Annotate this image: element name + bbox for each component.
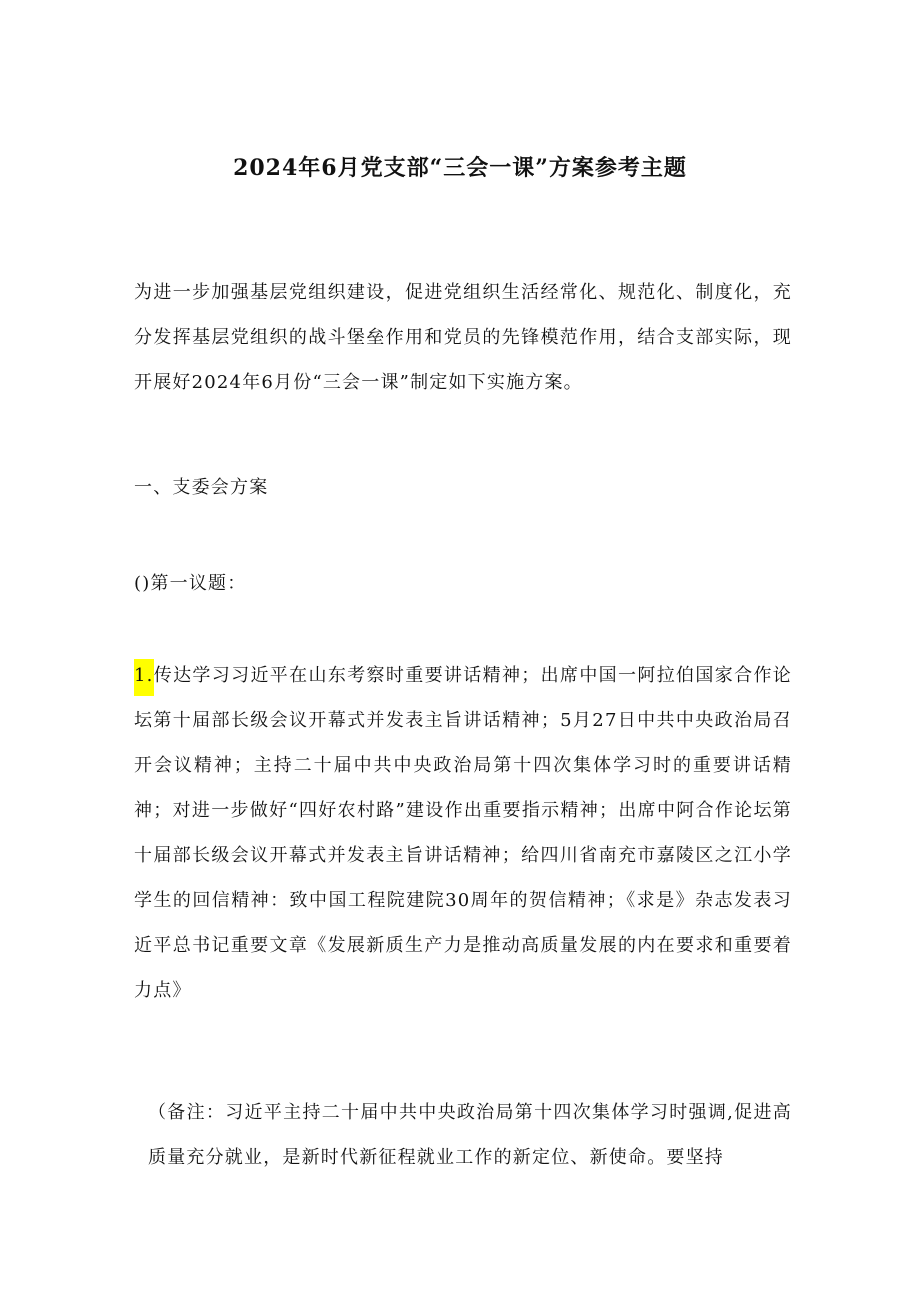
section-heading-branch-committee: 一、支委会方案 xyxy=(134,477,269,498)
subsection-heading-first-topic: ()第一议题： xyxy=(134,573,247,594)
list-item-1 xyxy=(134,653,792,1013)
note-text: （备注：习近平主持二十届中共中央政治局第十四次集体学习时强调,促进高质量充分就业，是新时代新征程就业工作的新定位、新使命。要坚持 xyxy=(148,1102,792,1168)
document-title: 2024年6月党支部“三会一课”方案参考主题 xyxy=(233,155,687,181)
item-1-text: 传达学习习近平在山东考察时重要讲话精神；出席中国一阿拉伯国家合作论坛第十届部长级会议开幕式并发表主旨讲话精神；5月27日中共中央政治局召开会议精神；主持二十届中共中央政治局第十四次集体学习时的重要讲话精神；对进一步做好“四好农村路”建设作出重要指示精神；出席中阿合作论坛第十届部长级会议开幕式并发表主旨讲话精神；给四川省南充市嘉陵区之江小学学生的回信精神：致中国工程院建院30周年的贺信精神；《求是》杂志发表习近平总书记重要文章《发展新质生产力是推动高质量发展的内在要求和重要着力点》 xyxy=(134,665,792,1001)
note-paragraph xyxy=(134,1090,792,1180)
intro-paragraph: 为进一步加强基层党组织建设，促进党组织生活经常化、规范化、制度化，充分发挥基层党组织的战斗堡垒作用和党员的先锋模范作用，结合支部实际，现开展好2024年6月份“三会一课”制定如下实施方案。 xyxy=(134,282,792,393)
item-number-highlight: 1. xyxy=(134,659,154,696)
